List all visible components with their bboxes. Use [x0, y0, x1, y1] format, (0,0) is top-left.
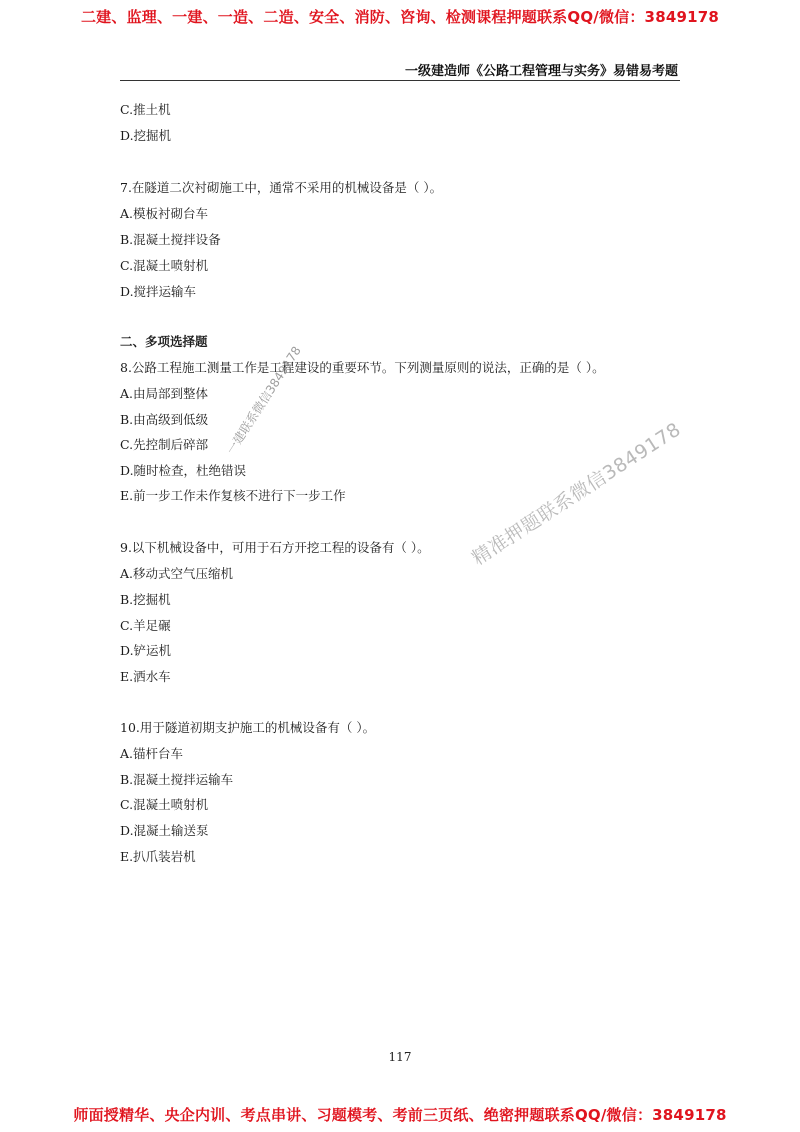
q9-option-e: E.洒水车	[120, 669, 171, 684]
page-number: 117	[388, 1050, 412, 1064]
q6-option-d: D.挖掘机	[120, 128, 172, 143]
q10-option-a: A.锚杆台车	[120, 746, 184, 761]
q6-option-c: C.推土机	[120, 102, 171, 117]
q8-stem: 8.公路工程施工测量工作是工程建设的重要环节。下列测量原则的说法，正确的是（ ）。	[120, 360, 605, 375]
q9-option-a: A.移动式空气压缩机	[120, 566, 234, 581]
q8-option-b: B.由高级到低级	[120, 412, 209, 427]
q10-stem: 10.用于隧道初期支护施工的机械设备有（ ）。	[120, 720, 376, 735]
q8-option-e: E.前一步工作未作复核不进行下一步工作	[120, 488, 346, 503]
bottom-promo-banner: 师面授精华、央企内训、考点串讲、习题模考、考前三页纸、绝密押题联系QQ/微信：3849178	[73, 1106, 727, 1124]
q9-option-d: D.铲运机	[120, 643, 172, 658]
header-divider	[120, 80, 680, 81]
q7-option-b: B.混凝土搅拌设备	[120, 232, 221, 247]
q9-stem: 9.以下机械设备中，可用于石方开挖工程的设备有（ ）。	[120, 540, 430, 555]
q10-option-d: D.混凝土输送泵	[120, 823, 209, 838]
q8-option-d: D.随时检查，杜绝错误	[120, 463, 247, 478]
q10-option-c: C.混凝土喷射机	[120, 797, 209, 812]
q10-option-b: B.混凝土搅拌运输车	[120, 772, 234, 787]
q9-option-c: C.羊足碾	[120, 618, 171, 633]
watermark-small: 一建联系微信3849178	[223, 343, 304, 457]
q9-option-b: B.挖掘机	[120, 592, 171, 607]
watermark-large: 精准押题联系微信3849178	[468, 418, 685, 570]
top-promo-banner: 二建、监理、一建、一造、二造、安全、消防、咨询、检测课程押题联系QQ/微信：3849178	[80, 8, 720, 26]
q8-option-c: C.先控制后碎部	[120, 437, 209, 452]
q7-option-d: D.搅拌运输车	[120, 284, 197, 299]
q10-option-e: E.扒爪装岩机	[120, 849, 196, 864]
q7-option-c: C.混凝土喷射机	[120, 258, 209, 273]
q7-stem: 7.在隧道二次衬砌施工中，通常不采用的机械设备是（ ）。	[120, 180, 443, 195]
section-title: 二、多项选择题	[120, 334, 208, 349]
q8-option-a: A.由局部到整体	[120, 386, 209, 401]
q7-option-a: A.模板衬砌台车	[120, 206, 209, 221]
running-header: 一级建造师《公路工程管理与实务》易错易考题	[404, 64, 678, 79]
